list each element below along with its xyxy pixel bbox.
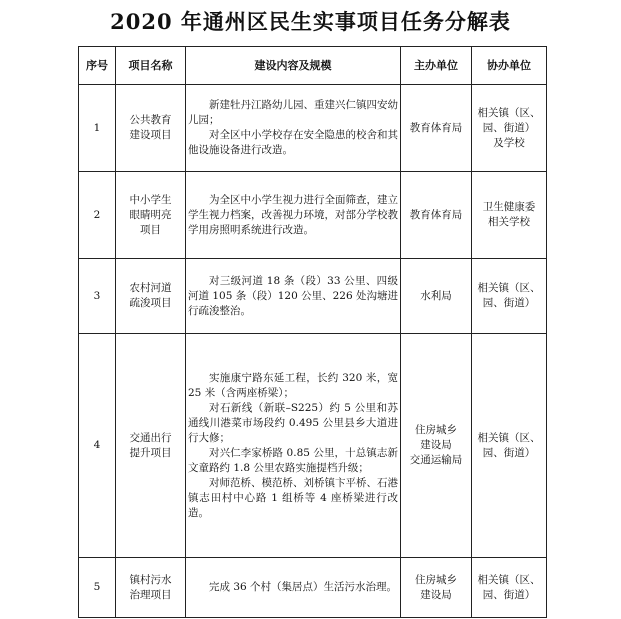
name-line: 眼睛明亮 [129, 208, 172, 221]
coorganizer-line: 园、街道） [482, 297, 536, 309]
header-name: 项目名称 [116, 47, 186, 85]
header-organizer: 主办单位 [401, 47, 472, 85]
coorganizer-line: 相关学校 [488, 216, 530, 228]
row-name [116, 558, 186, 618]
content-paragraph: 为全区中小学生视力进行全面筛查，建立学生视力档案，改善视力环境，对部分学校教学用房照明系统进行改造。 [188, 193, 398, 236]
table-header-row [79, 47, 547, 85]
table-row [79, 259, 547, 334]
row-coorganizer [472, 259, 547, 334]
name-line: 镇村污水 [129, 573, 172, 586]
name-line: 治理项目 [129, 588, 172, 601]
row-coorganizer [472, 172, 547, 259]
row-seq: 2 [79, 172, 116, 259]
content-paragraph: 对全区中小学校存在安全隐患的校舍和其他设施设备进行改造。 [188, 129, 398, 156]
coorganizer-line: 卫生健康委 [482, 201, 536, 213]
row-seq: 4 [79, 334, 116, 558]
row-coorganizer [472, 85, 547, 172]
name-line: 中小学生 [129, 193, 172, 206]
row-content [186, 85, 401, 172]
row-name [116, 334, 186, 558]
row-content [186, 558, 401, 618]
document-title: 2020 年通州区民生实事项目任务分解表 [110, 9, 511, 34]
row-content [186, 259, 401, 334]
content-paragraph: 对三级河道 18 条（段）33 公里、四级河道 105 条（段）120 公里、226 处沟塘进行疏浚整治。 [188, 274, 398, 317]
header-coorganizer: 协办单位 [472, 47, 547, 85]
row-organizer [401, 259, 472, 334]
row-name [116, 172, 186, 259]
organizer-line: 教育体育局 [409, 121, 463, 134]
row-seq: 1 [79, 85, 116, 172]
header-content: 建设内容及规模 [186, 47, 401, 85]
row-seq: 3 [79, 259, 116, 334]
name-line: 农村河道 [129, 282, 172, 294]
row-seq: 5 [79, 558, 116, 618]
organizer-line: 交通运输局 [409, 454, 463, 466]
coorganizer-line: 园、街道） [482, 446, 536, 459]
row-organizer [401, 172, 472, 259]
name-line: 建设项目 [129, 129, 172, 141]
content-paragraph: 对师范桥、模范桥、刘桥镇卞平桥、石港镇志田村中心路 1 组桥等 4 座桥梁进行改造。 [188, 476, 398, 519]
coorganizer-line: 相关镇（区、 [477, 573, 541, 586]
row-content [186, 334, 401, 558]
name-line: 提升项目 [129, 446, 172, 459]
row-content [186, 172, 401, 259]
header-seq: 序号 [79, 47, 116, 85]
table-row [79, 558, 547, 618]
name-line: 公共教育 [129, 114, 172, 126]
table-row [79, 334, 547, 558]
content-paragraph: 新建牡丹江路幼儿园、重建兴仁镇四安幼儿园； [188, 99, 398, 126]
name-line: 疏浚项目 [129, 297, 172, 309]
row-coorganizer [472, 558, 547, 618]
organizer-line: 建设局 [420, 439, 452, 451]
organizer-line: 教育体育局 [409, 208, 463, 221]
coorganizer-line: 相关镇（区、 [477, 106, 541, 119]
organizer-line: 水利局 [420, 289, 452, 302]
row-name [116, 259, 186, 334]
row-organizer [401, 334, 472, 558]
coorganizer-line: 及学校 [493, 136, 525, 149]
table-row [79, 85, 547, 172]
organizer-line: 住房城乡 [415, 573, 457, 586]
table-row [79, 172, 547, 259]
content-paragraph: 实施康宁路东延工程，长约 320 米，宽 25 米（含两座桥梁）； [188, 371, 398, 399]
row-coorganizer [472, 334, 547, 558]
coorganizer-line: 园、街道） [482, 121, 536, 134]
organizer-line: 建设局 [420, 588, 452, 601]
coorganizer-line: 相关镇（区、 [477, 282, 541, 294]
content-paragraph: 对石新线（新联–S225）约 5 公里和苏通线川港菜市场段约 0.495 公里县乡大道进行大修； [188, 401, 398, 444]
name-line: 项目 [140, 223, 161, 236]
organizer-line: 住房城乡 [415, 424, 457, 436]
row-name [116, 85, 186, 172]
coorganizer-line: 相关镇（区、 [477, 431, 541, 444]
coorganizer-line: 园、街道） [482, 588, 536, 601]
name-line: 交通出行 [129, 431, 172, 444]
content-paragraph: 对兴仁李家桥路 0.85 公里，十总镇志新文童路约 1.8 公里农路实施提档升级； [188, 446, 398, 474]
content-paragraph: 完成 36 个村（集居点）生活污水治理。 [209, 581, 398, 593]
task-table [78, 46, 547, 618]
row-organizer [401, 558, 472, 618]
row-organizer [401, 85, 472, 172]
